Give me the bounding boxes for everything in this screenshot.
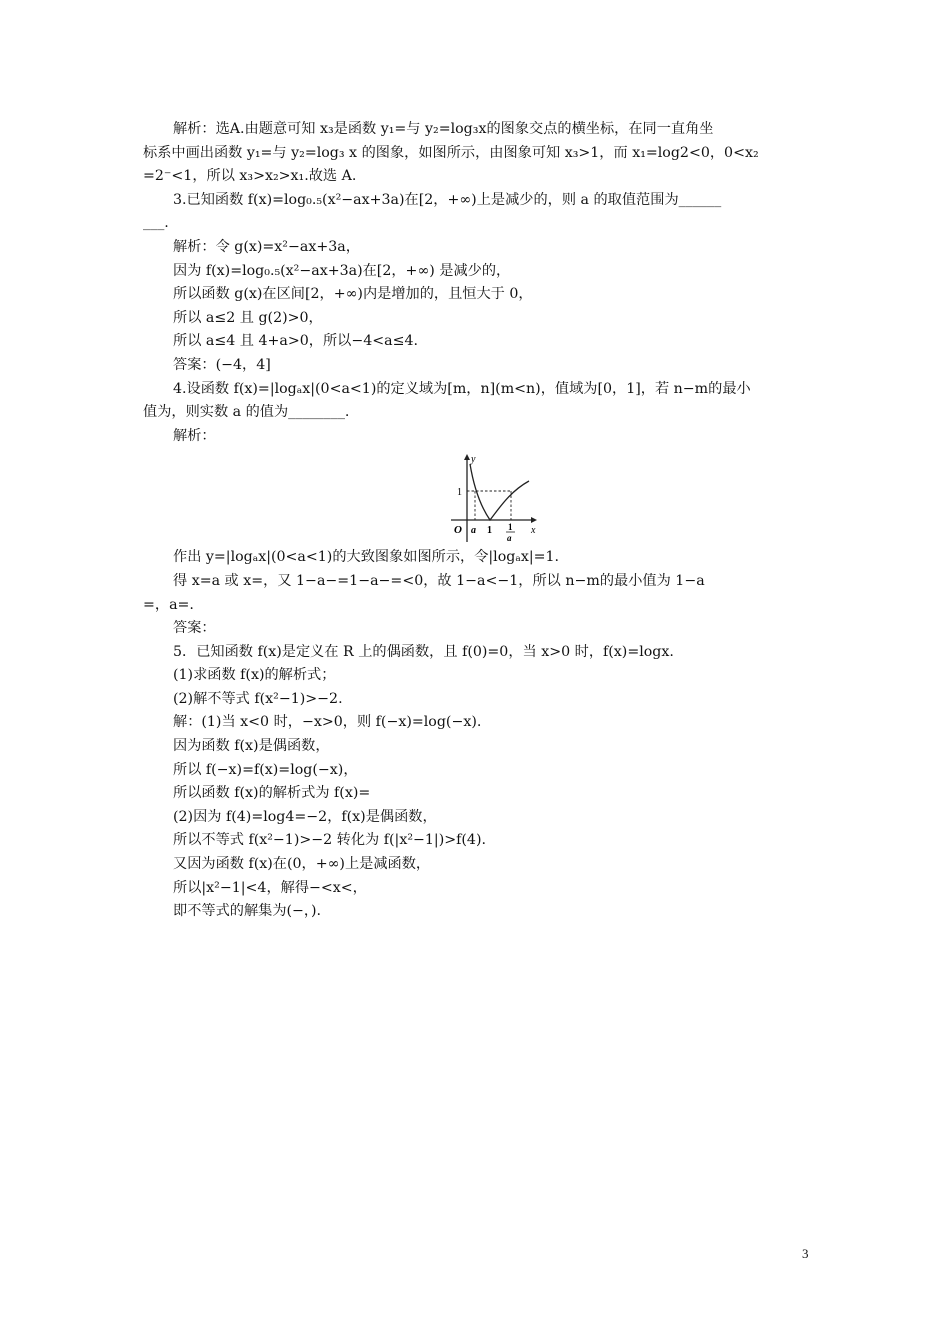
text-line: (1)求函数 f(x)的解析式； <box>173 667 336 684</box>
label-one-y: 1 <box>457 487 462 499</box>
text-line: 又因为函数 f(x)在(0，+∞)上是减函数， <box>173 856 431 873</box>
text-block-after-figure <box>143 546 811 924</box>
text-line: 标系中画出函数 y₁=与 y₂=log₃ x 的图象，如图所示，由图象可知 x₃>1，而 x₁=log2<0，0<x₂ <box>143 144 759 161</box>
text-line: 得 x=a 或 x=，又 1−a−=1−a−=<0，故 1−a<−1，所以 n−m的最小值为 1−a <box>173 572 705 589</box>
label-one-x: 1 <box>487 525 492 537</box>
text-block-before-figure <box>143 118 811 448</box>
label-one-over-a-numerator: 1 <box>508 522 513 533</box>
figure-log-abs-graph <box>143 448 811 546</box>
document-body <box>143 118 811 924</box>
page-number: 3 <box>802 1246 809 1261</box>
text-line: 答案：(−4，4] <box>173 356 271 373</box>
text-line: 所以 f(−x)=f(x)=log(−x)， <box>173 761 358 778</box>
text-line: 3.已知函数 f(x)=log₀.₅(x²−ax+3a)在[2，+∞)上是减少的，则 a 的取值范围为______ <box>173 191 722 208</box>
text-line: 所以 a≤2 且 g(2)>0， <box>173 309 323 326</box>
text-line: (2)解不等式 f(x²−1)>−2. <box>173 690 343 707</box>
text-line: 4.设函数 f(x)=|logₐx|(0<a<1)的定义域为[m，n](m<n)，值域为[0，1]，若 n−m的最小 <box>173 380 751 397</box>
text-line: =2⁻<1，所以 x₃>x₂>x₁.故选 A. <box>143 168 357 185</box>
text-line: 5．已知函数 f(x)是定义在 R 上的偶函数，且 f(0)=0，当 x>0 时，f(x)=logx. <box>173 643 674 660</box>
text-line: 所以 a≤4 且 4+a>0，所以−4<a≤4. <box>173 333 418 350</box>
curve-abs-log <box>470 464 529 520</box>
label-a: a <box>471 525 476 537</box>
text-line: 解析：选A.由题意可知 x₃是函数 y₁=与 y₂=log₃x的图象交点的横坐标，在同一直角坐 <box>173 121 714 137</box>
label-origin: O <box>454 524 462 537</box>
text-line: 解析： <box>173 427 216 444</box>
label-y: y <box>471 454 476 466</box>
text-line: 所以不等式 f(x²−1)>−2 转化为 f(|x²−1|)>f(4). <box>173 832 486 849</box>
text-line: 解：(1)当 x<0 时，−x>0，则 f(−x)=log(−x). <box>173 714 482 731</box>
text-line: 所以函数 g(x)在区间[2，+∞)内是增加的，且恒大于 0， <box>173 286 533 303</box>
x-axis-arrow <box>531 517 537 523</box>
text-line: 所以函数 f(x)的解析式为 f(x)= <box>173 785 371 802</box>
y-axis-arrow <box>464 454 470 460</box>
text-line: 解析：令 g(x)=x²−ax+3a， <box>173 238 360 255</box>
text-line: 所以|x²−1|<4，解得−<x<， <box>173 879 367 896</box>
label-x: x <box>531 525 536 537</box>
text-line: 答案： <box>173 620 216 637</box>
label-one-over-a-denominator: a <box>507 533 512 544</box>
text-line: =，a=. <box>143 596 194 613</box>
text-line: 因为函数 f(x)是偶函数， <box>173 738 330 755</box>
text-line: 即不等式的解集为(−，). <box>173 903 322 920</box>
log-abs-graph <box>449 452 539 544</box>
text-line: (2)因为 f(4)=log4=−2，f(x)是偶函数， <box>173 808 437 825</box>
text-line: ___. <box>143 215 169 232</box>
text-line: 值为，则实数 a 的值为________. <box>143 404 350 421</box>
text-line: 作出 y=|logₐx|(0<a<1)的大致图象如图所示，令|logₐx|=1. <box>173 549 560 566</box>
text-line: 因为 f(x)=log₀.₅(x²−ax+3a)在[2，+∞) 是减少的， <box>173 262 511 279</box>
